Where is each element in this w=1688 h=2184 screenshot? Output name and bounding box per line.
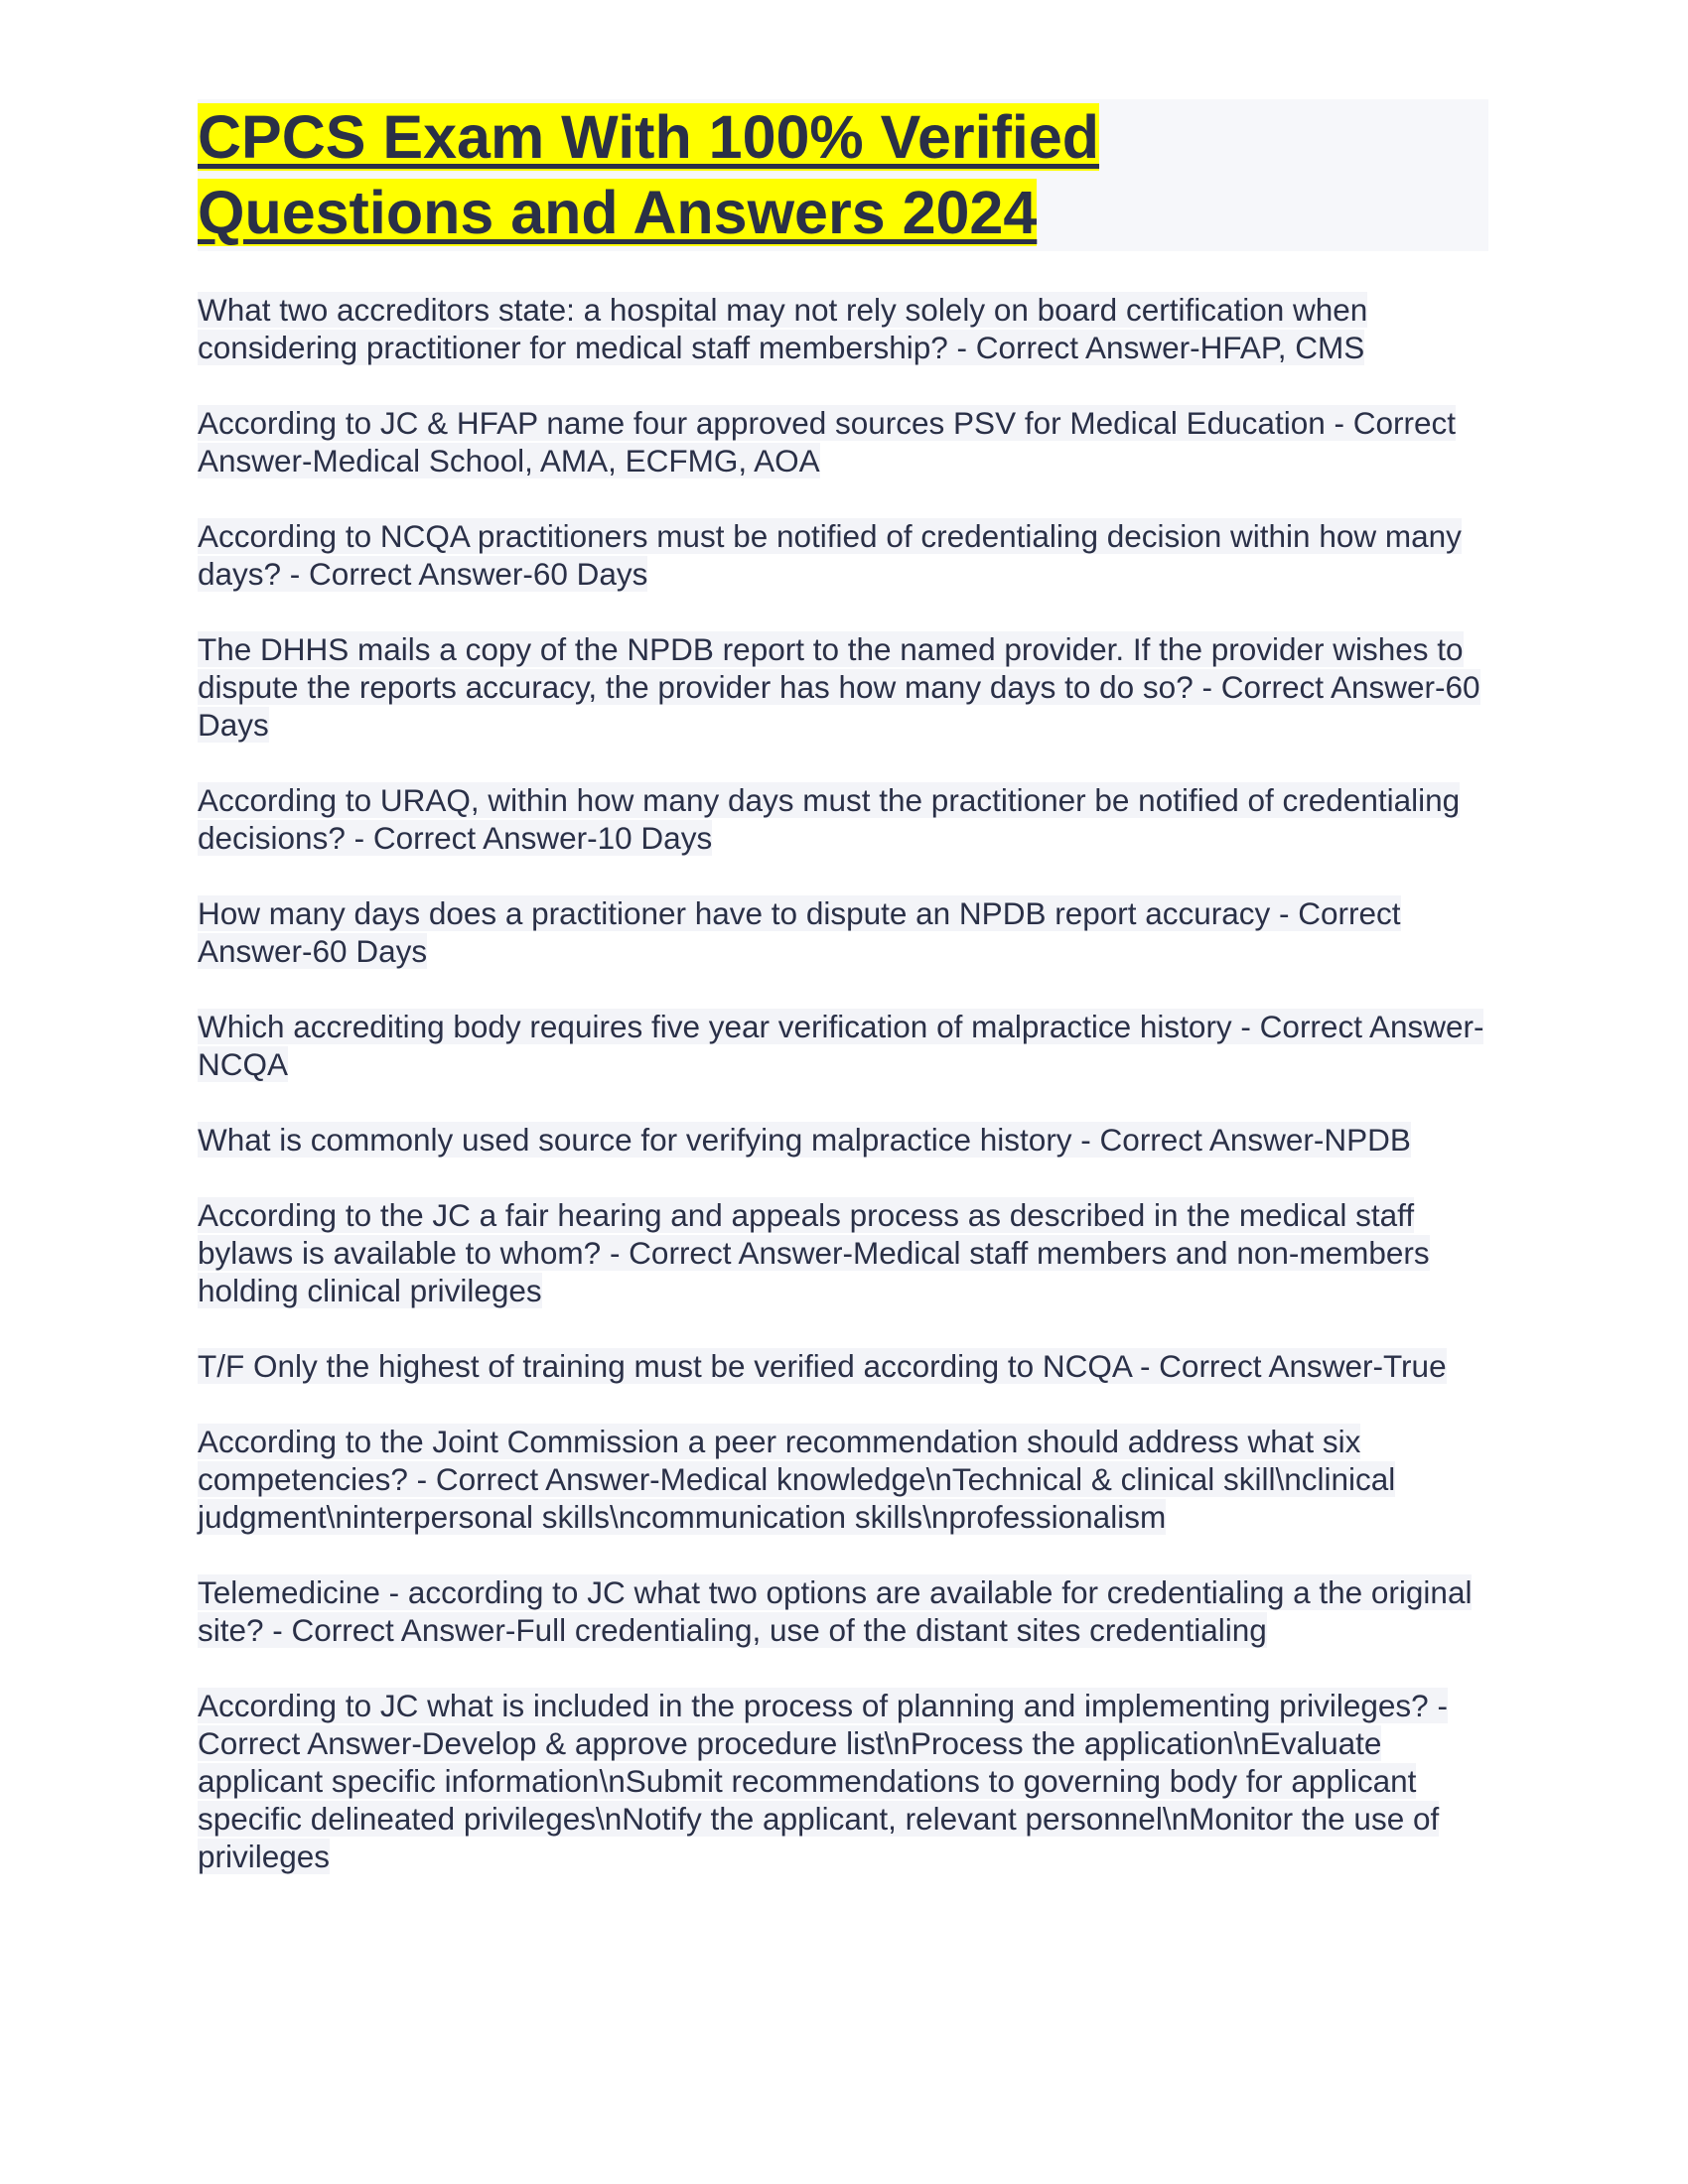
qa-text: According to the Joint Commission a peer recommendation should address what six competencies? - Correct Answer-Medical knowledge\nTechnical & clinical skill\nclinical judgment\ninterpersonal skills\ncommunication skills\nprofessionalism (198, 1424, 1396, 1535)
qa-item (198, 517, 1488, 593)
qa-text: How many days does a practitioner have to dispute an NPDB report accuracy - Correct Answer-60 Days (198, 895, 1401, 969)
qa-item (198, 1687, 1488, 1875)
qa-text: Which accrediting body requires five year verification of malpractice history - Correct Answer-NCQA (198, 1009, 1484, 1082)
qa-item (198, 781, 1488, 857)
qa-text: T/F Only the highest of training must be verified according to NCQA - Correct Answer-True (198, 1348, 1447, 1384)
qa-item (198, 1121, 1488, 1159)
qa-item (198, 291, 1488, 366)
qa-text: What is commonly used source for verifying malpractice history - Correct Answer-NPDB (198, 1122, 1411, 1158)
qa-item (198, 1347, 1488, 1385)
qa-text: What two accreditors state: a hospital may not rely solely on board certification when considering practitioner for medical staff membership? - Correct Answer-HFAP, CMS (198, 292, 1368, 365)
qa-list (198, 291, 1488, 1875)
qa-text: According to URAQ, within how many days must the practitioner be notified of credentialing decisions? - Correct Answer-10 Days (198, 782, 1461, 856)
qa-item (198, 1008, 1488, 1083)
title-block (198, 99, 1488, 251)
qa-item (198, 1573, 1488, 1649)
qa-text: The DHHS mails a copy of the NPDB report to the named provider. If the provider wishes to dispute the reports accuracy, the provider has how many days to do so? - Correct Answer-60 Days (198, 631, 1480, 743)
title-line-2: Questions and Answers 2024 (198, 179, 1038, 246)
qa-text: According to the JC a fair hearing and appeals process as described in the medical staff bylaws is available to whom? - Correct Answer-Medical staff members and non-members holding clinical privileges (198, 1197, 1430, 1308)
qa-item (198, 404, 1488, 479)
qa-text: According to JC & HFAP name four approved sources PSV for Medical Education - Correct Answer-Medical School, AMA, ECFMG, AOA (198, 405, 1456, 478)
document-page (198, 99, 1488, 1913)
document-title (198, 99, 1488, 250)
qa-item (198, 894, 1488, 970)
qa-text: According to NCQA practitioners must be notified of credentialing decision within how many days? - Correct Answer-60 Days (198, 518, 1462, 592)
qa-text: Telemedicine - according to JC what two options are available for credentialing a the original site? - Correct Answer-Full credentialing, use of the distant sites credentialing (198, 1574, 1473, 1648)
qa-item (198, 1423, 1488, 1536)
qa-text: According to JC what is included in the process of planning and implementing privileges? - Correct Answer-Develop & approve procedure list\nProcess the application\nEvaluate applicant specific information\nSubmit recommendations to governing body for applicant specific delineated privileges\nNotify the applicant, relevant personnel\nMonitor the use of privileges (198, 1688, 1448, 1874)
qa-item (198, 1196, 1488, 1309)
qa-item (198, 630, 1488, 744)
title-line-1: CPCS Exam With 100% Verified (198, 103, 1100, 171)
